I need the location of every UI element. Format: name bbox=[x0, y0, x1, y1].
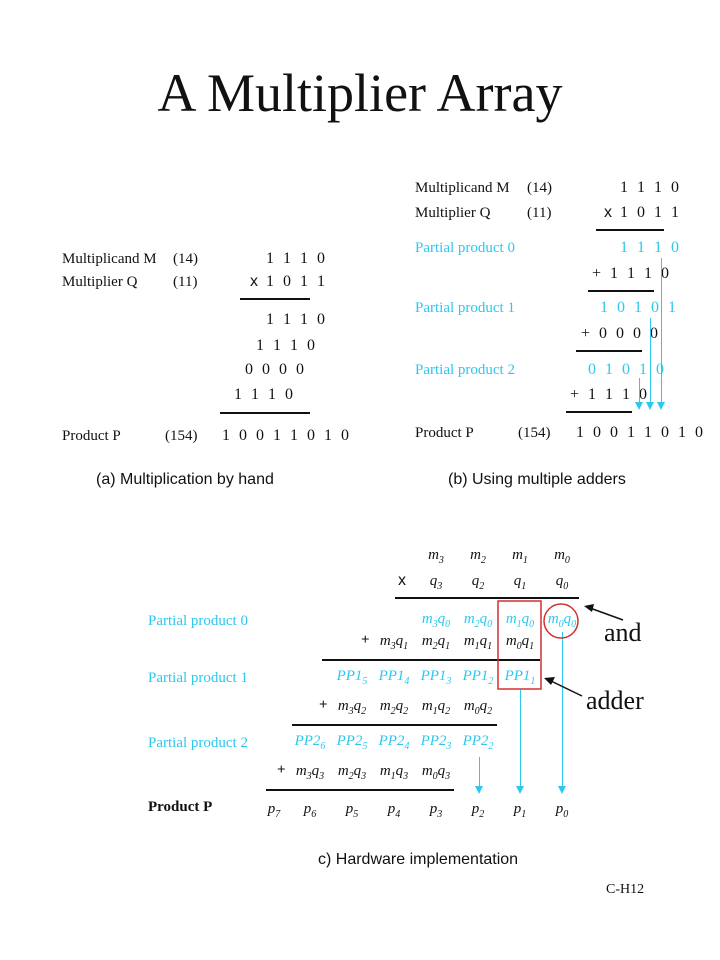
pp0-term: $m_3q_0$ bbox=[421, 611, 451, 630]
partial-term: $m_1q_1$ bbox=[463, 633, 493, 652]
multiplier-bits: 1 0 1 1 bbox=[266, 273, 328, 290]
pp2-label: Partial product 2 bbox=[415, 362, 515, 378]
adder-highlight-box bbox=[498, 601, 541, 689]
multiplicand-label: Multiplicand M bbox=[415, 180, 510, 196]
addend-row: + 0 0 0 0 bbox=[581, 325, 661, 342]
and-highlight-circle bbox=[544, 604, 578, 638]
pp1-term: $PP1_1$ bbox=[504, 668, 536, 687]
adder-callout-arrowhead bbox=[544, 677, 555, 685]
pp2-label: Partial product 2 bbox=[148, 735, 248, 751]
product-label: Product P bbox=[62, 428, 121, 444]
m-term: $m_0$ bbox=[554, 547, 570, 566]
p-term: $p_0$ bbox=[555, 801, 569, 820]
p-term: $p_5$ bbox=[345, 801, 359, 820]
partial-term: $m_1q_2$ bbox=[421, 698, 451, 717]
partial-term: $m_2q_3$ bbox=[337, 763, 367, 782]
slide-title: A Multiplier Array bbox=[157, 63, 563, 123]
p-term: $p_6$ bbox=[303, 801, 317, 820]
pp2-bits: 0 1 0 1 0 bbox=[588, 361, 667, 378]
hand-row: 1 1 1 0 bbox=[234, 386, 296, 403]
partial-term: $m_1q_3$ bbox=[379, 763, 409, 782]
pp0-term: $m_0q_0$ bbox=[547, 611, 577, 630]
product-bits: 1 0 0 1 1 0 1 0 bbox=[576, 424, 706, 441]
pp0-label: Partial product 0 bbox=[415, 240, 515, 256]
multiplier-value: (11) bbox=[527, 205, 552, 221]
p-term: $p_3$ bbox=[429, 801, 443, 820]
and-label: and bbox=[604, 618, 642, 647]
p-term: $p_1$ bbox=[513, 801, 527, 820]
pp1-label: Partial product 1 bbox=[148, 670, 248, 686]
times-symbol: x bbox=[604, 204, 615, 221]
m-term: $m_1$ bbox=[512, 547, 528, 566]
multiplicand-value: (14) bbox=[527, 180, 552, 196]
multiplier-bits: 1 0 1 1 bbox=[620, 204, 682, 221]
pp1-term: $PP1_5$ bbox=[336, 668, 368, 687]
plus-sign: + bbox=[277, 762, 286, 778]
caption-b: (b) Using multiple adders bbox=[448, 471, 626, 488]
q-term: $q_2$ bbox=[471, 573, 485, 592]
partial-term: $m_0q_2$ bbox=[463, 698, 493, 717]
pp0-term: $m_2q_0$ bbox=[463, 611, 493, 630]
slide-footer: C-H12 bbox=[606, 882, 645, 897]
pp1-label: Partial product 1 bbox=[415, 300, 515, 316]
pp2-term: $PP2_6$ bbox=[294, 733, 326, 752]
partial-term: $m_0q_1$ bbox=[505, 633, 535, 652]
product-label: Product P bbox=[148, 799, 213, 815]
pp1-term: $PP1_2$ bbox=[462, 668, 494, 687]
pp2-term: $PP2_2$ bbox=[462, 733, 494, 752]
and-callout-arrowhead bbox=[584, 604, 594, 612]
partial-term: $m_3q_1$ bbox=[379, 633, 409, 652]
adder-callout-arrow bbox=[551, 681, 582, 696]
q-term: $q_3$ bbox=[429, 573, 443, 592]
pp1-term: $PP1_4$ bbox=[378, 668, 410, 687]
addend-row: + 1 1 1 0 bbox=[570, 386, 650, 403]
multiplicand-label: Multiplicand M bbox=[62, 251, 157, 267]
multiplicand-value: (14) bbox=[173, 251, 198, 267]
product-bits: 1 0 0 1 1 0 1 0 bbox=[222, 427, 352, 444]
multiplicand-bits: 1 1 1 0 bbox=[266, 250, 328, 267]
p-term: $p_7$ bbox=[267, 801, 281, 820]
p-term: $p_2$ bbox=[471, 801, 485, 820]
hand-row: 1 1 1 0 bbox=[256, 337, 318, 354]
product-value: (154) bbox=[165, 428, 198, 444]
multiplier-label: Multiplier Q bbox=[62, 274, 138, 290]
product-value: (154) bbox=[518, 425, 551, 441]
hand-row: 0 0 0 0 bbox=[245, 361, 307, 378]
multiplicand-bits: 1 1 1 0 bbox=[620, 179, 682, 196]
m-term: $m_3$ bbox=[428, 547, 444, 566]
m-term: $m_2$ bbox=[470, 547, 486, 566]
plus-sign: + bbox=[319, 697, 328, 713]
partial-term: $m_0q_3$ bbox=[421, 763, 451, 782]
partial-term: $m_3q_3$ bbox=[295, 763, 325, 782]
pp0-bits: 1 1 1 0 bbox=[620, 239, 682, 256]
plus-sign: + bbox=[361, 632, 370, 648]
hand-row: 1 1 1 0 bbox=[266, 311, 328, 328]
pp0-label: Partial product 0 bbox=[148, 613, 248, 629]
caption-a: (a) Multiplication by hand bbox=[96, 471, 274, 488]
q-term: $q_1$ bbox=[513, 573, 527, 592]
partial-term: $m_3q_2$ bbox=[337, 698, 367, 717]
caption-c: c) Hardware implementation bbox=[318, 851, 519, 868]
pp1-term: $PP1_3$ bbox=[420, 668, 452, 687]
pp2-term: $PP2_4$ bbox=[378, 733, 410, 752]
multiplier-label: Multiplier Q bbox=[415, 205, 491, 221]
partial-term: $m_2q_2$ bbox=[379, 698, 409, 717]
q-term: $q_0$ bbox=[555, 573, 569, 592]
times-symbol: x bbox=[250, 273, 261, 290]
partial-term: $m_2q_1$ bbox=[421, 633, 451, 652]
pp2-term: $PP2_3$ bbox=[420, 733, 452, 752]
pp2-term: $PP2_5$ bbox=[336, 733, 368, 752]
addend-row: + 1 1 1 0 bbox=[592, 265, 672, 282]
pp0-term: $m_1q_0$ bbox=[505, 611, 535, 630]
times-symbol: x bbox=[398, 572, 406, 589]
product-label: Product P bbox=[415, 425, 474, 441]
adder-label: adder bbox=[586, 686, 644, 715]
p-term: $p_4$ bbox=[387, 801, 401, 820]
multiplier-value: (11) bbox=[173, 274, 198, 290]
pp1-bits: 1 0 1 0 1 bbox=[600, 299, 679, 316]
